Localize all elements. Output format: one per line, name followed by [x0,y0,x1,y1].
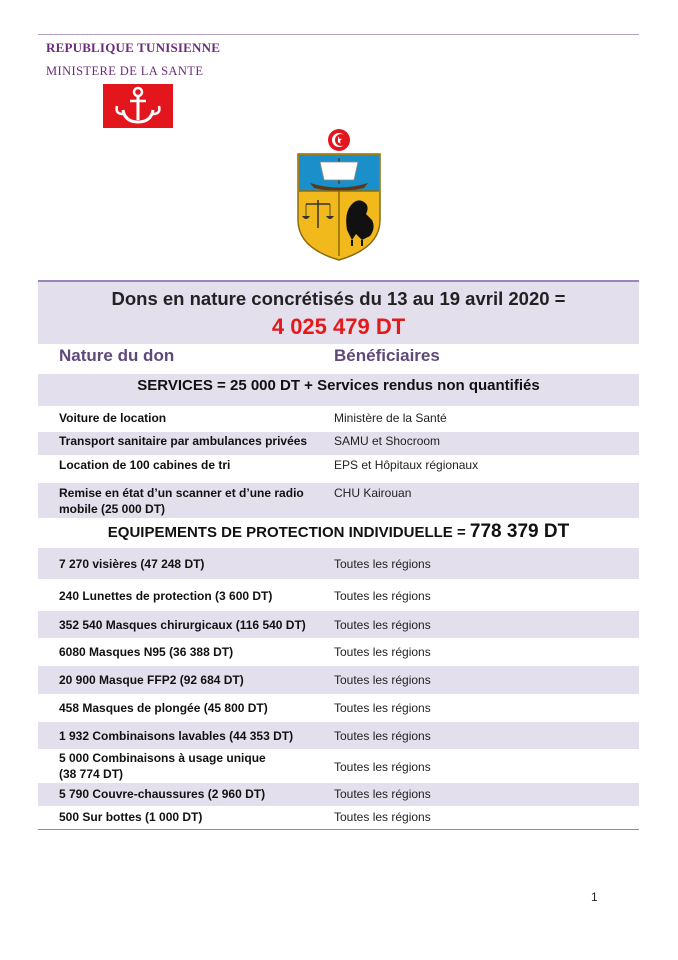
table-row [38,638,639,666]
services-heading: SERVICES = 25 000 DT + Services rendus non quantifiés [38,374,639,406]
bottom-rule [38,829,639,830]
row-beneficiaire: Ministère de la Santé [334,411,447,425]
row-nature: Transport sanitaire par ambulances privées [59,434,308,448]
table-row [38,432,639,455]
row-beneficiaire: Toutes les régions [334,645,431,659]
table-row [38,783,639,806]
row-beneficiaire: Toutes les régions [334,557,431,571]
row-beneficiaire: Toutes les régions [334,729,431,743]
row-nature: 240 Lunettes de protection (3 600 DT) [59,589,273,603]
equipements-heading [38,518,639,548]
row-beneficiaire: Toutes les régions [334,701,431,715]
table-row [38,406,639,432]
row-nature-line2: (38 774 DT) [59,767,124,781]
row-nature: 20 900 Masque FFP2 (92 684 DT) [59,673,244,687]
row-beneficiaire: Toutes les régions [334,589,431,603]
table-row [38,483,639,518]
row-nature: 7 270 visières (47 248 DT) [59,557,205,571]
row-nature: Location de 100 cabines de tri [59,458,231,472]
row-beneficiaire: Toutes les régions [334,760,431,774]
row-beneficiaire: SAMU et Shocroom [334,434,441,448]
column-header-nature: Nature du don [59,346,175,365]
republic-label: REPUBLIQUE TUNISIENNE [46,40,221,55]
row-nature: Voiture de location [59,411,167,425]
tunisia-coat-of-arms-icon [292,128,386,262]
equipements-amount: 778 379 DT [469,521,570,542]
title-text: Dons en nature concrétisés du 13 au 19 avril 2020 = [111,288,566,309]
row-beneficiaire: Toutes les régions [334,810,431,824]
row-beneficiaire: CHU Kairouan [334,486,412,500]
ministry-anchor-logo-icon [103,84,173,128]
top-rule [38,34,639,35]
table-row [38,806,639,829]
row-nature: 352 540 Masques chirurgicaux (116 540 DT) [59,618,306,632]
total-amount: 4 025 479 DT [271,314,406,339]
table-row [38,666,639,694]
row-nature: 6080 Masques N95 (36 388 DT) [59,645,234,659]
row-nature-line1: 5 000 Combinaisons à usage unique [59,751,266,765]
row-beneficiaire: Toutes les régions [334,673,431,687]
equipements-heading-text: EQUIPEMENTS DE PROTECTION INDIVIDUELLE = [107,524,470,541]
table-row [38,694,639,722]
table-row [38,548,639,579]
row-beneficiaire: Toutes les régions [334,618,431,632]
row-nature: 5 790 Couvre-chaussures (2 960 DT) [59,787,266,801]
page-number: 1 [591,890,598,904]
row-nature-line1: Remise en état d’un scanner et d’une radio [59,486,304,500]
table-row [38,579,639,611]
row-nature-line2: mobile (25 000 DT) [59,502,166,516]
row-beneficiaire: Toutes les régions [334,787,431,801]
table-row [38,722,639,749]
table-row [38,611,639,638]
table-row [38,749,639,783]
row-nature: 500 Sur bottes (1 000 DT) [59,810,203,824]
row-nature: 1 932 Combinaisons lavables (44 353 DT) [59,729,294,743]
ministry-label: MINISTERE DE LA SANTE [46,64,204,78]
row-nature: 458 Masques de plongée (45 800 DT) [59,701,268,715]
column-header-beneficiaires: Bénéficiaires [334,346,440,365]
title-box [38,280,639,344]
row-beneficiaire: EPS et Hôpitaux régionaux [334,458,479,472]
table-row [38,455,639,483]
